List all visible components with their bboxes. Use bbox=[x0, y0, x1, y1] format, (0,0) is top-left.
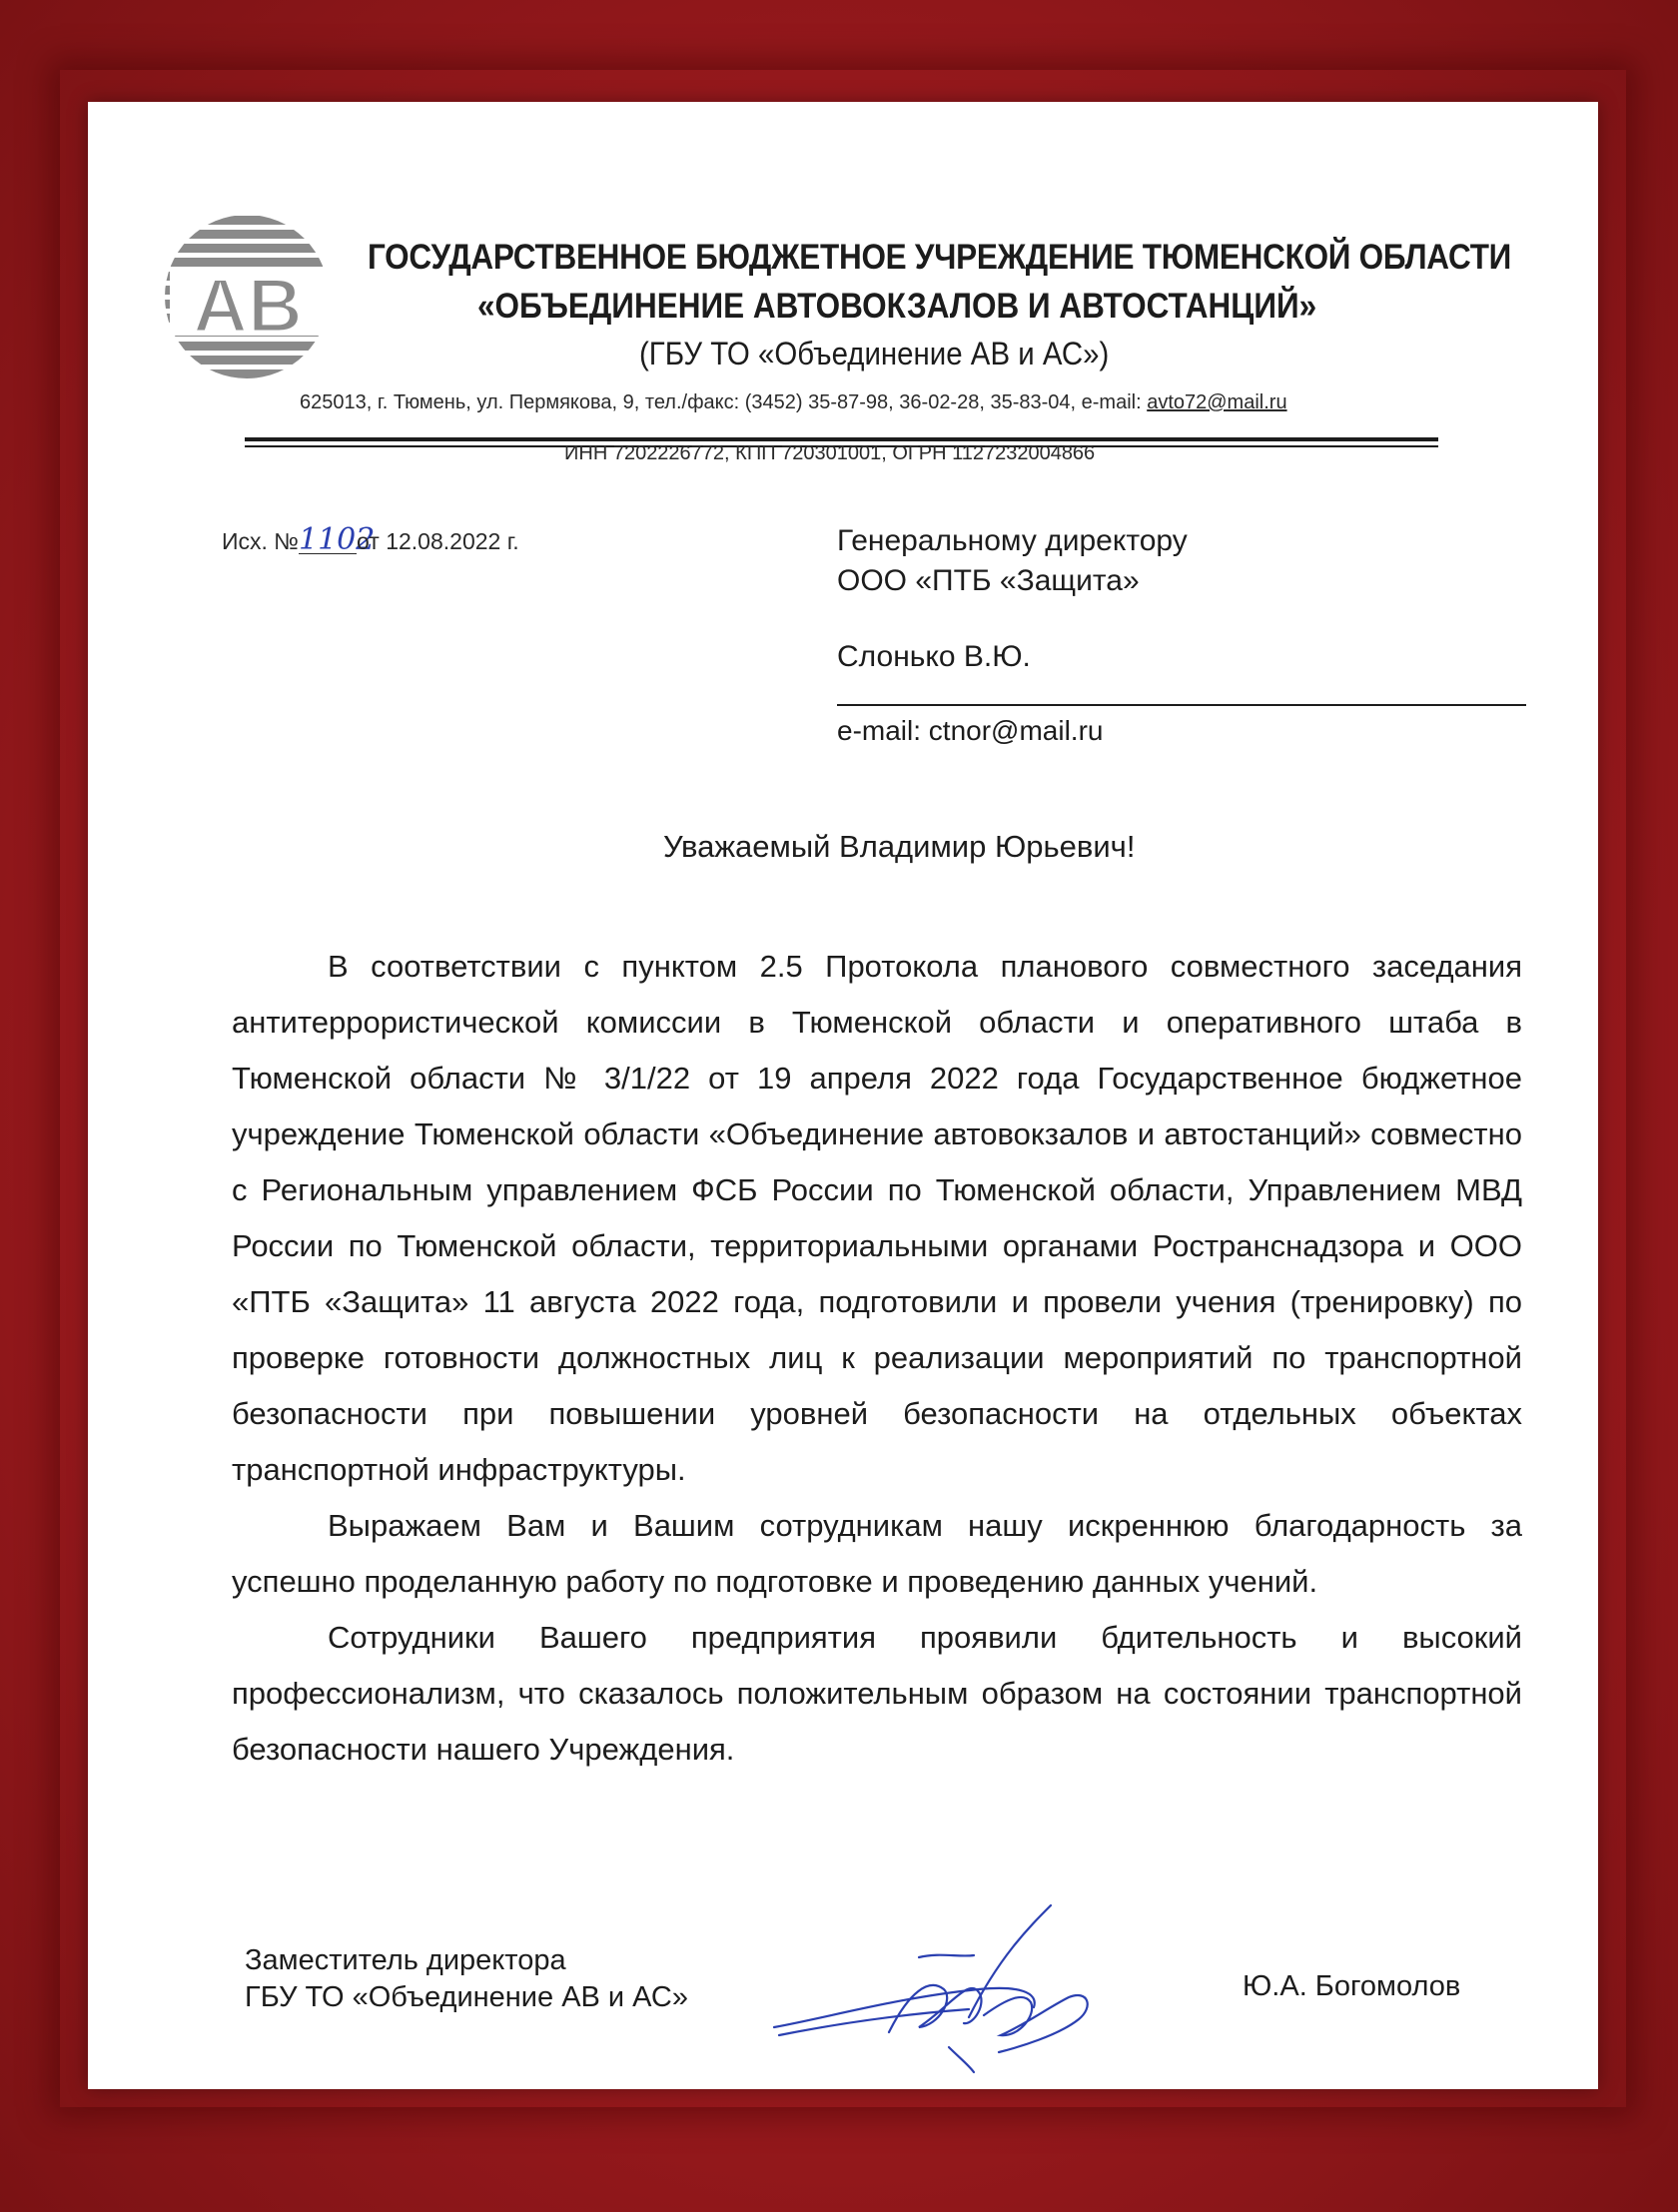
addressee-position: Генеральному директору bbox=[837, 524, 1188, 557]
organization-name-line1: ГОСУДАРСТВЕННОЕ БЮДЖЕТНОЕ УЧРЕЖДЕНИЕ ТЮМЕНСКОЙ ОБЛАСТИ bbox=[368, 238, 1512, 277]
addressee-company: ООО «ПТБ «Защита» bbox=[837, 564, 1140, 597]
handwritten-signature bbox=[769, 1897, 1119, 2077]
signatory-title-line2: ГБУ ТО «Объединение АВ и АС» bbox=[245, 1981, 688, 2013]
outgoing-reference bbox=[222, 522, 519, 557]
organization-name-line2: «ОБЪЕДИНЕНИЕ АВТОВОКЗАЛОВ И АВТОСТАНЦИЙ» bbox=[477, 287, 1317, 326]
addressee-email: e-mail: ctnor@mail.ru bbox=[837, 715, 1104, 746]
greeting: Уважаемый Владимир Юрьевич! bbox=[663, 829, 1136, 864]
body-paragraph-2: Выражаем Вам и Вашим сотрудникам нашу искреннюю благодарность за успешно проделанную работу по подготовке и проведению данных учений. bbox=[232, 1508, 1522, 1599]
registration-numbers: ИНН 7202226772, КПП 720301001, ОГРН 1127232004866 bbox=[564, 442, 1096, 464]
outgoing-prefix: Исх. № bbox=[222, 528, 299, 554]
body-paragraph-1: В соответствии с пунктом 2.5 Протокола планового совместного заседания антитеррористической комиссии в Тюменской области и оперативного штаба в Тюменской области № 3/1/22 от 19 апреля 2022 года Государственное бюджетное учреждение Тюменской области «Объединение автовокзалов и автостанций» совместно с Региональным управлением ФСБ России по Тюменской области, Управлением МВД России по Тюменской области, территориальными органами Ространснадзора и ООО «ПТБ «Защита» 11 августа 2022 года, подготовили и провели учения (тренировку) по проверке готовности должностных лиц к реализации мероприятий по транспортной безопасности при повышении уровней безопасности на отдельных объектах транспортной инфраструктуры. bbox=[232, 949, 1522, 1487]
addressee-underline bbox=[837, 704, 1526, 706]
organization-logo bbox=[150, 212, 345, 381]
letter-body bbox=[232, 939, 1522, 1778]
addressee-block bbox=[837, 521, 1188, 677]
body-paragraph-3: Сотрудники Вашего предприятия проявили бдительность и высокий профессионализм, что сказалось положительным образом на состоянии транспортной безопасности нашего Учреждения. bbox=[232, 1620, 1522, 1767]
organization-email: avto72@mail.ru bbox=[1147, 391, 1287, 413]
signatory-name: Ю.А. Богомолов bbox=[1243, 1970, 1461, 2002]
address-text: 625013, г. Тюмень, ул. Пермякова, 9, тел./факс: (3452) 35-87-98, 36-02-28, 35-83-04, e-mail: bbox=[300, 391, 1148, 413]
signatory-title bbox=[245, 1942, 688, 2016]
logo-letters: АВ bbox=[193, 264, 303, 349]
outgoing-number: 1102 bbox=[299, 522, 376, 557]
organization-address bbox=[300, 391, 1498, 414]
organization-short-name: (ГБУ ТО «Объединение АВ и АС») bbox=[639, 336, 1110, 371]
signatory-title-line1: Заместитель директора bbox=[245, 1944, 566, 1976]
addressee-name: Слонько В.Ю. bbox=[837, 640, 1031, 673]
outgoing-date: от 12.08.2022 г. bbox=[357, 528, 519, 554]
header-rule-thick bbox=[245, 437, 1438, 441]
